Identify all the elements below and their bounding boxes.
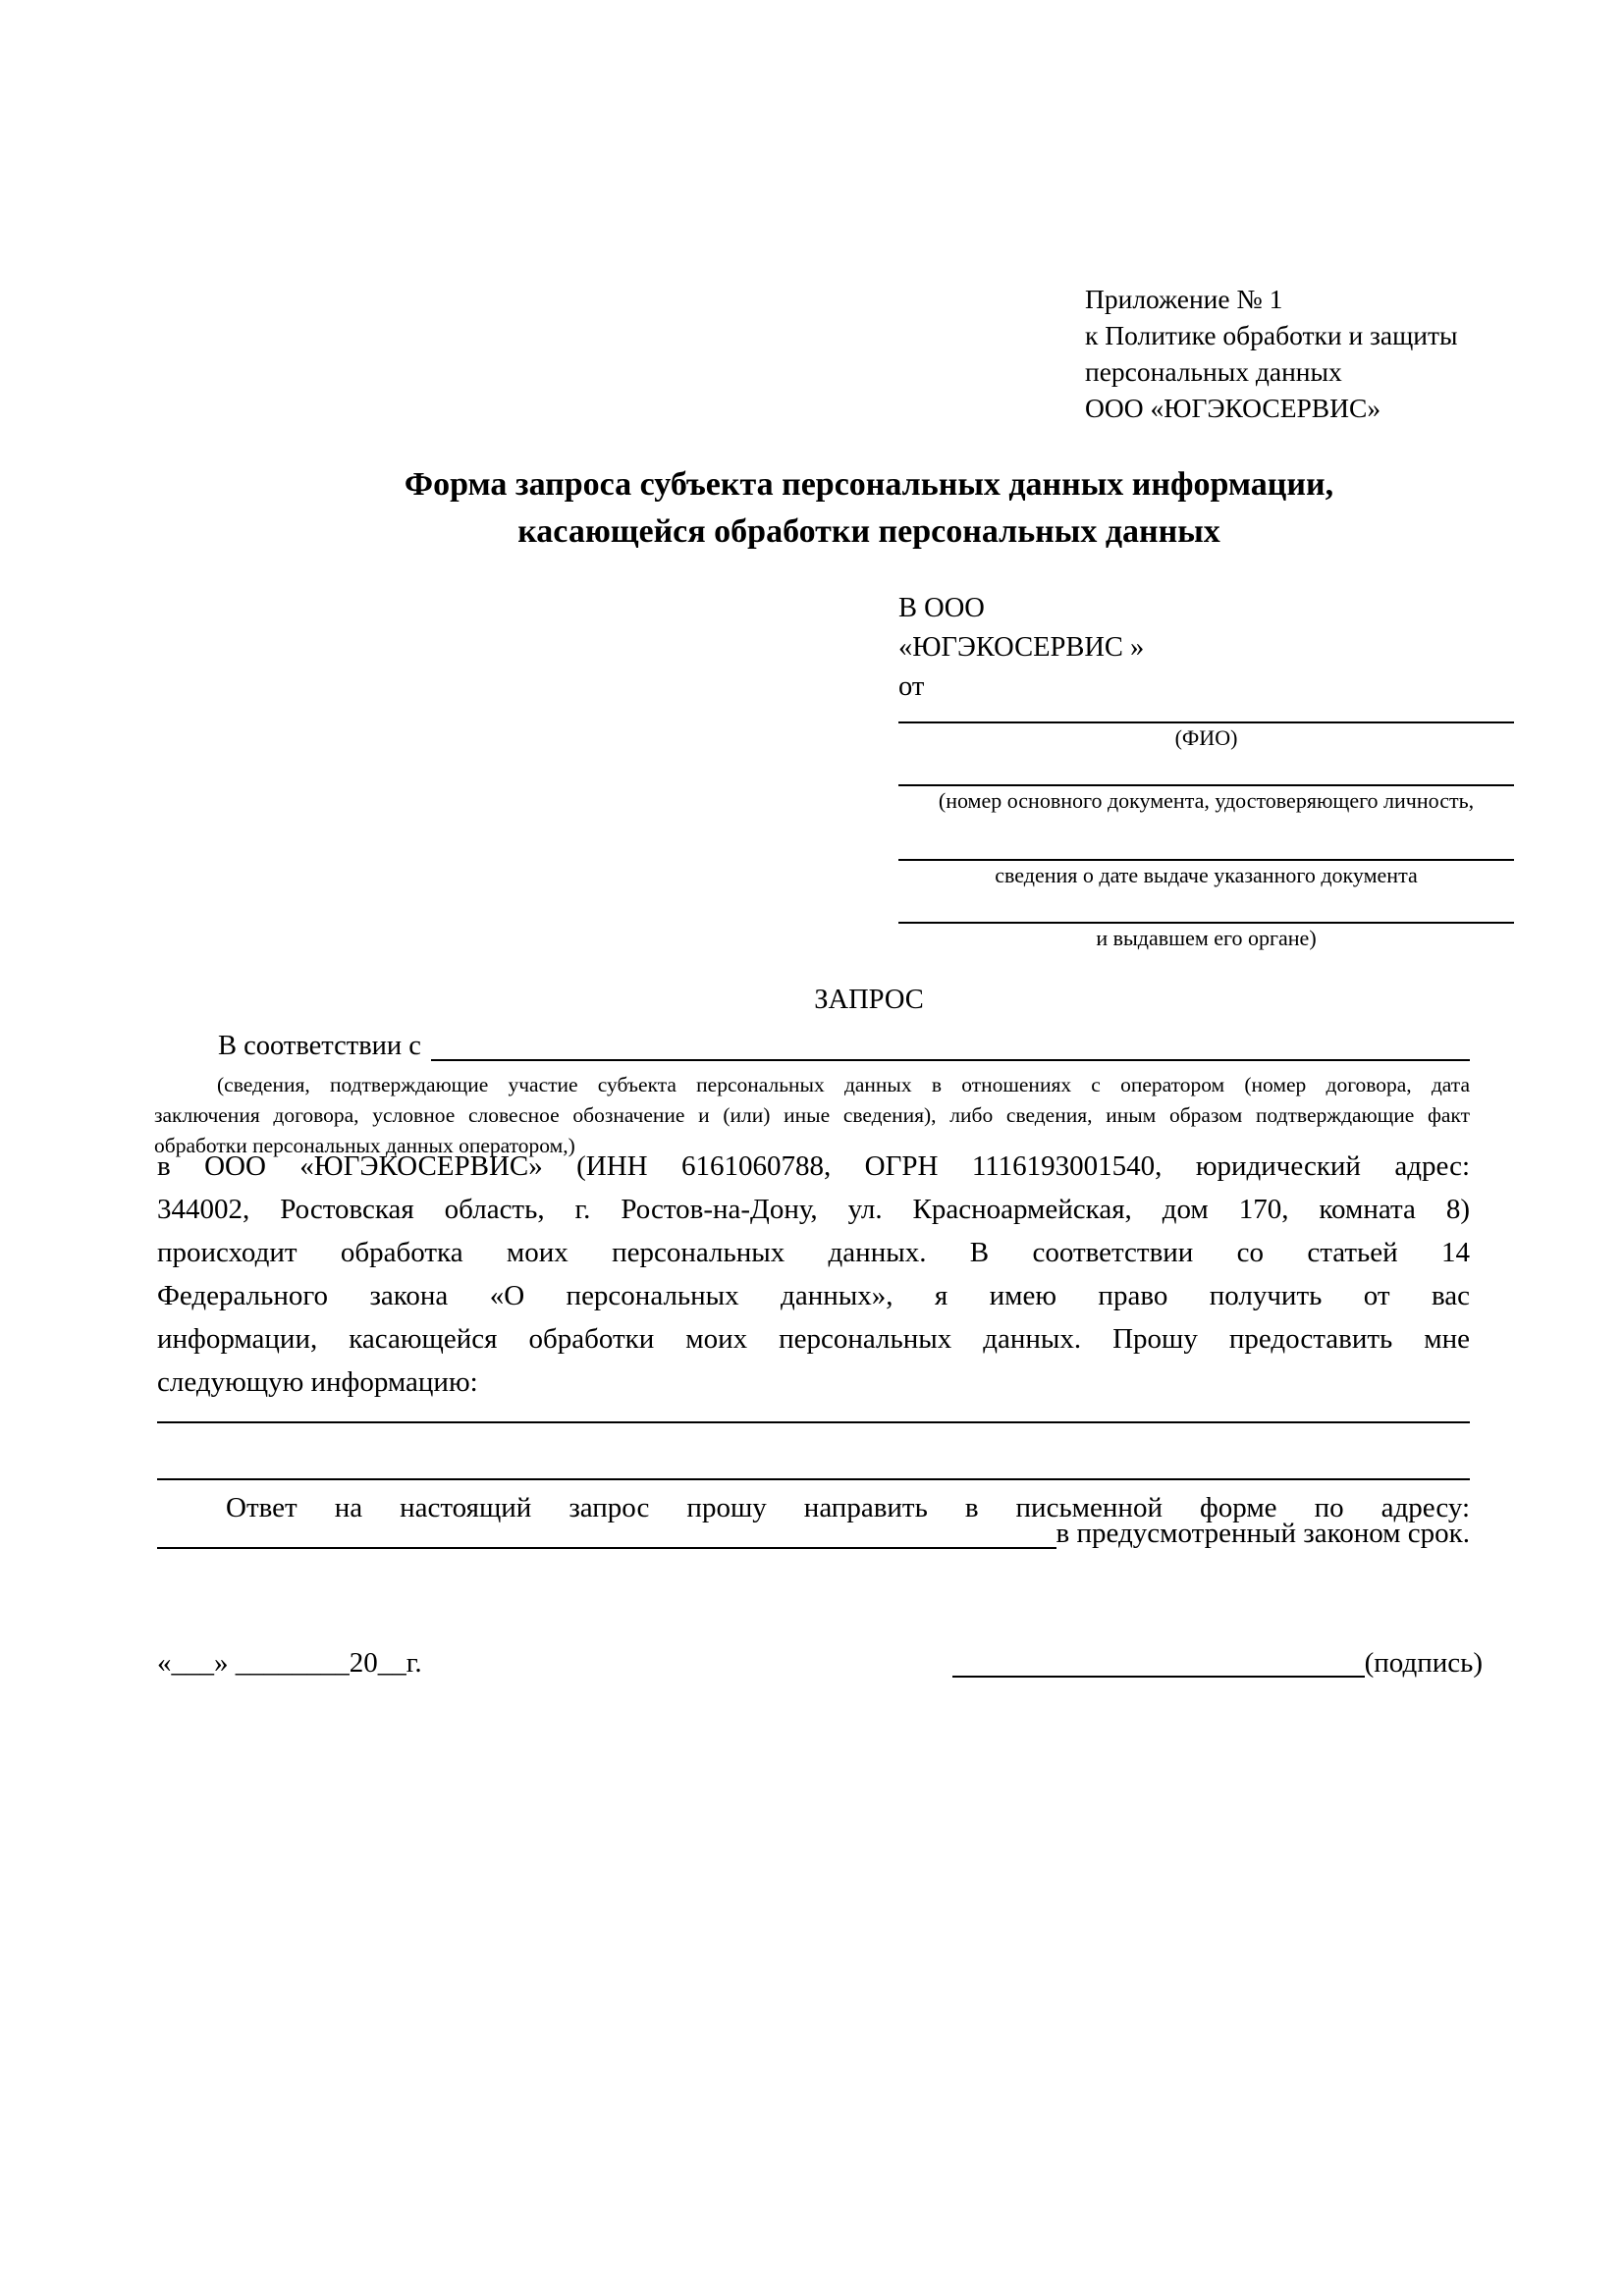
issuing-authority-caption: и выдавшем его органе)	[1096, 926, 1317, 950]
answer-address-row	[157, 1512, 1470, 1555]
intro-blank-line	[431, 1059, 1470, 1061]
answer-line: Ответ на настоящий запрос прошу направить в письменной форме по адресу:	[226, 1492, 1470, 1523]
document-title	[265, 461, 1473, 556]
intro-prefix: В соответствии с	[218, 1031, 421, 1061]
appendix-line: Приложение № 1	[1085, 284, 1283, 314]
appendix-line: ООО «ЮГЭКОСЕРВИС»	[1085, 393, 1381, 423]
document-number-caption: (номер основного документа, удостоверяющего личность,	[938, 788, 1475, 813]
intro-caption-line: заключения договора, условное словесное обозначение и (или) иные сведения), либо сведения, иным образом подтверждающие факт	[154, 1103, 1470, 1127]
fio-caption: (ФИО)	[1174, 725, 1238, 750]
appendix-line: к Политике обработки и защиты	[1085, 320, 1458, 350]
from-label: от	[898, 671, 925, 702]
intro-row	[157, 1027, 1470, 1066]
body-line: в ООО «ЮГЭКОСЕРВИС» (ИНН 6161060788, ОГРН 1116193001540, юридический адрес:	[157, 1150, 1470, 1182]
signature-caption: (подпись)	[1364, 1647, 1483, 1679]
body-line: информации, касающейся обработки моих персональных данных. Прошу предоставить мне	[157, 1323, 1470, 1355]
issue-date-caption: сведения о дате выдаче указанного документа	[995, 863, 1418, 887]
address-blank-line	[157, 1547, 1056, 1549]
addressee-org-line: В ООО	[898, 593, 985, 623]
body-line: 344002, Ростовская область, г. Ростов-на-Дону, ул. Красноармейская, дом 170, комната 8)	[157, 1194, 1470, 1225]
document-title-line: касающейся обработки персональных данных	[517, 513, 1220, 550]
date-blank-field: «___» ________20__г.	[157, 1647, 422, 1679]
information-blank-line	[157, 1421, 1470, 1423]
body-line: следующую информацию:	[157, 1366, 478, 1398]
body-line: Федерального закона «О персональных данных», я имею право получить от вас	[157, 1280, 1470, 1311]
request-body-paragraph	[157, 1145, 1470, 1404]
intro-caption-line: (сведения, подтверждающие участие субъекта персональных данных в отношениях с оператором (номер договора, дата	[217, 1073, 1470, 1096]
appendix-block	[1085, 281, 1458, 426]
addressee-org-line: «ЮГЭКОСЕРВИС »	[898, 632, 1145, 663]
appendix-line: персональных данных	[1085, 356, 1342, 387]
body-line: происходит обработка моих персональных данных. В соответствии со статьей 14	[157, 1237, 1470, 1268]
signature-group	[952, 1641, 1483, 1684]
addressee-block	[898, 589, 1514, 953]
footer-row	[157, 1641, 1483, 1684]
information-blank-line	[157, 1478, 1470, 1480]
answer-tail: в предусмотренный законом срок.	[1056, 1518, 1470, 1549]
request-heading: ЗАПРОС	[814, 985, 924, 1015]
intro-caption-line: обработки персональных данных оператором,)	[154, 1134, 575, 1157]
document-title-line: Форма запроса субъекта персональных данных информации,	[404, 466, 1334, 503]
signature-blank-line	[952, 1676, 1365, 1678]
